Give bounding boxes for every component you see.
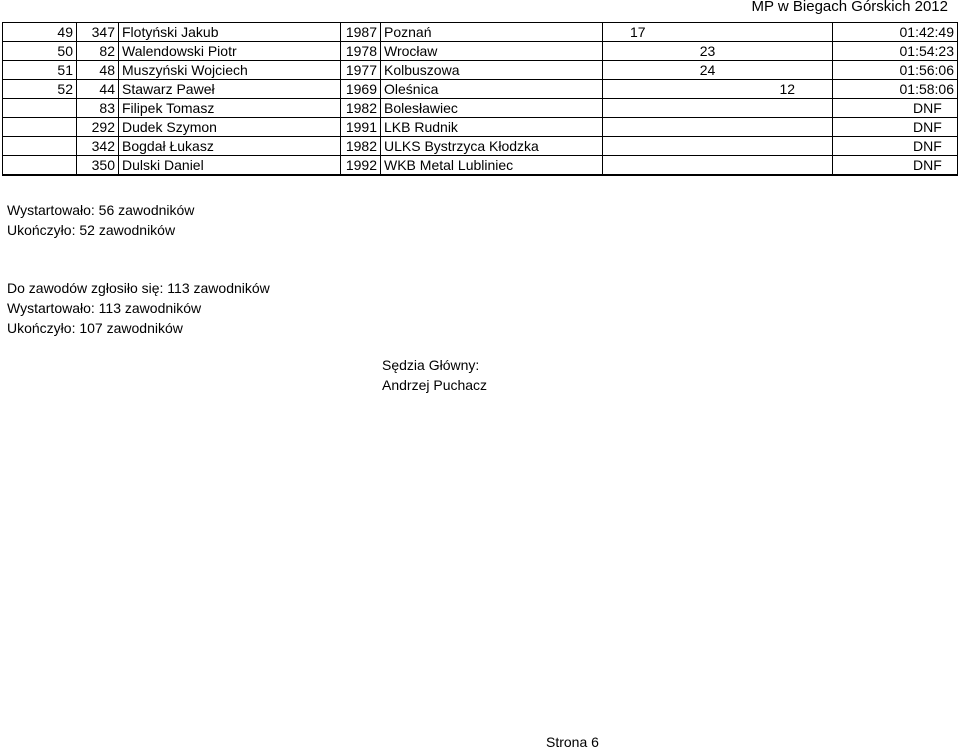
cell-year: 1992 — [341, 156, 381, 176]
table-row — [3, 137, 958, 156]
cell-club: Kolbuszowa — [381, 61, 603, 80]
cell-year: 1991 — [341, 118, 381, 137]
cell-category-b — [673, 23, 743, 42]
cell-time: 01:54:23 — [833, 42, 958, 61]
cell-place: 52 — [3, 80, 77, 99]
cell-name: Muszyński Wojciech — [119, 61, 341, 80]
cell-club: Wrocław — [381, 42, 603, 61]
cell-category-a — [603, 156, 673, 176]
cell-club: Oleśnica — [381, 80, 603, 99]
cell-club: LKB Rudnik — [381, 118, 603, 137]
cell-time: 01:58:06 — [833, 80, 958, 99]
cell-year: 1982 — [341, 99, 381, 118]
cell-category-c: 12 — [743, 80, 833, 99]
table-row — [3, 80, 958, 99]
cell-category-b: 23 — [673, 42, 743, 61]
results-table — [2, 22, 958, 176]
cell-year: 1978 — [341, 42, 381, 61]
chief-judge-label: Sędzia Główny: — [382, 357, 480, 373]
cell-club: WKB Metal Lubliniec — [381, 156, 603, 176]
table-row — [3, 99, 958, 118]
page-number: Strona 6 — [546, 734, 599, 750]
cell-club: ULKS Bystrzyca Kłodzka — [381, 137, 603, 156]
cell-category-a — [603, 61, 673, 80]
cell-bib: 44 — [77, 80, 119, 99]
cell-category-c — [743, 118, 833, 137]
cell-category-a — [603, 42, 673, 61]
cell-category-b — [673, 118, 743, 137]
cell-place — [3, 99, 77, 118]
page-header-title: MP w Biegach Górskich 2012 — [751, 0, 948, 15]
cell-name: Stawarz Paweł — [119, 80, 341, 99]
cell-place: 50 — [3, 42, 77, 61]
cell-category-b — [673, 156, 743, 176]
cell-category-c — [743, 23, 833, 42]
cell-place: 49 — [3, 23, 77, 42]
cell-club: Bolesławiec — [381, 99, 603, 118]
cell-category-b — [673, 80, 743, 99]
cell-time: 01:56:06 — [833, 61, 958, 80]
cell-time: DNF — [833, 156, 958, 176]
cell-place — [3, 118, 77, 137]
cell-place: 51 — [3, 61, 77, 80]
cell-category-c — [743, 42, 833, 61]
category-summary — [7, 200, 194, 240]
table-row — [3, 118, 958, 137]
cell-category-c — [743, 156, 833, 176]
cell-time: 01:42:49 — [833, 23, 958, 42]
table-row — [3, 61, 958, 80]
cell-category-a — [603, 137, 673, 156]
cell-name: Filipek Tomasz — [119, 99, 341, 118]
cell-bib: 292 — [77, 118, 119, 137]
cell-category-b — [673, 99, 743, 118]
category-started-count: Wystartowało: 56 zawodników — [7, 202, 195, 218]
cell-category-a — [603, 99, 673, 118]
cell-category-a — [603, 118, 673, 137]
chief-judge-name: Andrzej Puchacz — [382, 377, 488, 393]
cell-bib: 82 — [77, 42, 119, 61]
cell-bib: 83 — [77, 99, 119, 118]
table-row — [3, 42, 958, 61]
cell-club: Poznań — [381, 23, 603, 42]
cell-bib: 342 — [77, 137, 119, 156]
total-registered-count: Do zawodów zgłosiło się: 113 zawodników — [7, 280, 270, 296]
cell-name: Bogdał Łukasz — [119, 137, 341, 156]
cell-category-c — [743, 61, 833, 80]
cell-year: 1977 — [341, 61, 381, 80]
cell-place — [3, 156, 77, 176]
table-row — [3, 23, 958, 42]
cell-name: Flotyński Jakub — [119, 23, 341, 42]
total-finished-count: Ukończyło: 107 zawodników — [7, 320, 183, 336]
cell-time: DNF — [833, 118, 958, 137]
cell-name: Dulski Daniel — [119, 156, 341, 176]
cell-bib: 347 — [77, 23, 119, 42]
cell-bib: 350 — [77, 156, 119, 176]
cell-name: Dudek Szymon — [119, 118, 341, 137]
table-row — [3, 156, 958, 176]
cell-year: 1982 — [341, 137, 381, 156]
cell-year: 1987 — [341, 23, 381, 42]
cell-category-b — [673, 137, 743, 156]
total-summary — [7, 278, 270, 338]
cell-place — [3, 137, 77, 156]
chief-judge — [382, 355, 487, 395]
total-started-count: Wystartowało: 113 zawodników — [7, 300, 202, 316]
cell-bib: 48 — [77, 61, 119, 80]
category-finished-count: Ukończyło: 52 zawodników — [7, 222, 176, 238]
cell-category-a: 17 — [603, 23, 673, 42]
cell-time: DNF — [833, 137, 958, 156]
cell-category-c — [743, 137, 833, 156]
cell-category-c — [743, 99, 833, 118]
cell-time: DNF — [833, 99, 958, 118]
cell-name: Walendowski Piotr — [119, 42, 341, 61]
cell-year: 1969 — [341, 80, 381, 99]
cell-category-a — [603, 80, 673, 99]
cell-category-b: 24 — [673, 61, 743, 80]
